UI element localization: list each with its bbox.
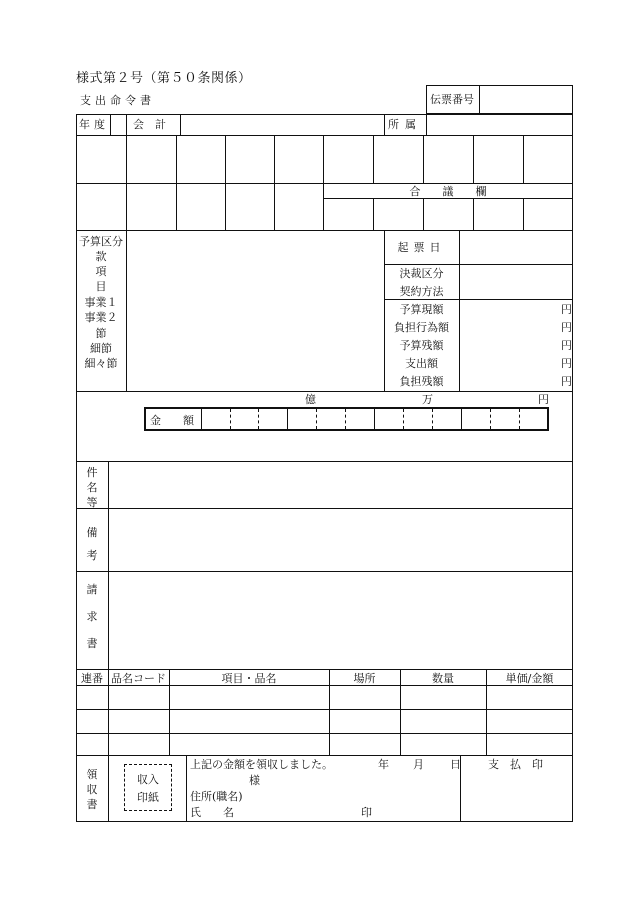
invoice-label: 請 求 書: [86, 583, 98, 650]
budget-left-label: 目: [95, 280, 107, 293]
budget-left-label: 予算区分: [79, 235, 123, 248]
receipt-year: 年: [378, 758, 389, 771]
items-column-header: 連番: [81, 672, 103, 685]
accounting-label: 会 計: [133, 118, 166, 131]
slip-number-box: [426, 85, 573, 114]
budget-right-label: 予算現額: [399, 303, 444, 316]
yen-unit: 円: [561, 303, 572, 316]
seal-label: 印: [361, 806, 372, 819]
receipt-label: 領 収 書: [86, 768, 98, 811]
honorific-sama: 様: [249, 774, 260, 787]
amount-label: 金 額: [150, 414, 194, 427]
slip-number-label: 伝票番号: [430, 93, 474, 106]
budget-right-label: 支出額: [405, 357, 438, 370]
budget-left-label: 項: [95, 265, 107, 278]
budget-left-label: 事業２: [84, 311, 118, 324]
revenue-stamp-area: [124, 764, 172, 811]
items-column-header: 項目・品名: [221, 672, 277, 685]
address-label: 住所(職名): [190, 790, 243, 803]
budget-left-label: 細々節: [84, 357, 118, 370]
items-column-header: 場所: [353, 672, 376, 685]
form-title: 様式第２号（第５０条関係）: [76, 71, 252, 86]
form-body: [76, 114, 573, 822]
budget-right-label: 予算残額: [399, 339, 444, 352]
received-text: 上記の金額を領収しました。: [190, 758, 333, 771]
budget-right-label: 起票日: [397, 241, 446, 254]
items-column-header: 品名コード: [111, 672, 166, 685]
payment-seal-label: 支 払 印: [488, 758, 543, 771]
items-column-header: 数量: [432, 672, 454, 685]
stamp-label-1: 収入: [137, 773, 159, 786]
yen-unit: 円: [561, 339, 572, 352]
receipt-day: 日: [450, 758, 461, 771]
council-column-label: 合 議 欄: [409, 185, 487, 198]
stamp-label-2: 印紙: [137, 791, 159, 804]
budget-left-label: 款: [95, 250, 107, 263]
budget-right-label: 契約方法: [399, 285, 444, 298]
unit-yen: 円: [538, 393, 549, 406]
department-label: 所属: [388, 118, 422, 131]
document-name: 支出命令書: [80, 94, 155, 107]
budget-right-label: 決裁区分: [399, 267, 444, 280]
year-label: 年度: [79, 118, 109, 131]
budget-left-label: 節: [95, 327, 107, 340]
receipt-month: 月: [413, 758, 424, 771]
unit-man: 万: [422, 393, 433, 406]
budget-left-label: 細節: [90, 342, 112, 355]
budget-right-label: 負担行為額: [394, 321, 449, 334]
amount-box[interactable]: [144, 407, 549, 431]
budget-right-label: 負担残額: [399, 375, 444, 388]
name-label: 氏 名: [190, 806, 234, 819]
yen-unit: 円: [561, 375, 572, 388]
yen-unit: 円: [561, 357, 572, 370]
budget-left-label: 事業１: [84, 296, 118, 309]
subject-label: 件 名 等: [86, 466, 98, 509]
remarks-label: 備 考: [86, 526, 98, 563]
items-column-header: 単価/金額: [505, 672, 554, 685]
unit-oku: 億: [305, 393, 316, 406]
yen-unit: 円: [561, 321, 572, 334]
